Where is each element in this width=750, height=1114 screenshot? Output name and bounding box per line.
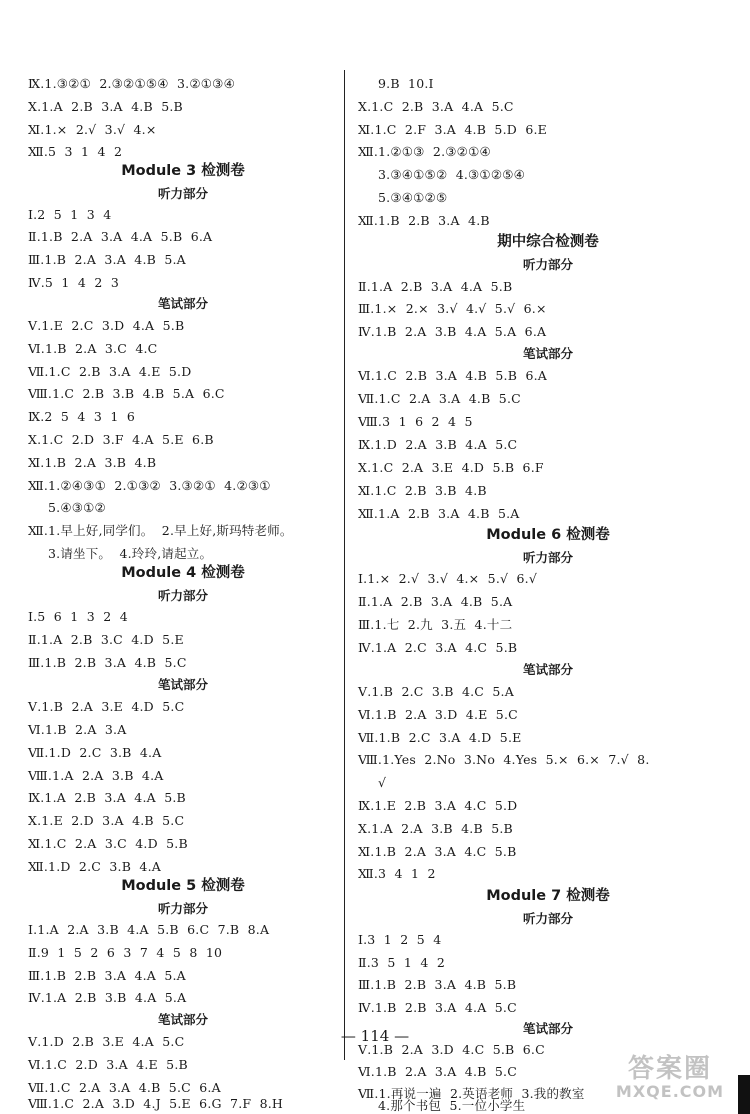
answer-line: Ⅱ.1.B 2.A 3.A 4.A 5.B 6.A — [28, 229, 213, 244]
section-title: Module 6 检测卷 — [486, 527, 610, 543]
watermark-logo — [600, 1048, 740, 1108]
answer-line: 4.那个书包 5.一位小学生 — [378, 1098, 526, 1113]
answer-line: Ⅵ.1.B 2.A 3.C 4.C — [28, 341, 158, 356]
answer-line: Ⅸ.2 5 4 3 1 6 — [28, 409, 136, 424]
answer-line: Ⅰ.5 6 1 3 2 4 — [28, 609, 128, 624]
page-number: — 114 — — [340, 1027, 410, 1045]
answer-line: Ⅶ.1.C 2.B 3.A 4.E 5.D — [28, 364, 192, 379]
answer-line: Ⅷ.1.C 2.B 3.B 4.B 5.A 6.C — [28, 386, 225, 401]
answer-line: Ⅵ.1.C 2.D 3.A 4.E 5.B — [28, 1057, 188, 1072]
answer-line: Ⅵ.1.B 2.A 3.D 4.E 5.C — [358, 707, 518, 722]
answer-line: Ⅴ.1.D 2.B 3.E 4.A 5.C — [28, 1034, 185, 1049]
answer-line: Ⅶ.1.D 2.C 3.B 4.A — [28, 745, 162, 760]
answer-line: Ⅹ.1.C 2.D 3.F 4.A 5.E 6.B — [28, 432, 214, 447]
section-subtitle: 笔试部分 — [157, 296, 208, 311]
answer-line: Ⅲ.1.B 2.B 3.A 4.B 5.B — [358, 977, 517, 992]
answer-line: Ⅳ.1.B 2.B 3.A 4.A 5.C — [358, 1000, 517, 1015]
answer-line: Ⅱ.1.A 2.B 3.A 4.A 5.B — [358, 279, 513, 294]
answer-line: Ⅵ.1.C 2.B 3.A 4.B 5.B 6.A — [358, 368, 548, 383]
answer-line: Ⅷ.1.C 2.A 3.D 4.J 5.E 6.G 7.F 8.H — [28, 1096, 284, 1111]
answer-line: Ⅱ.1.A 2.B 3.C 4.D 5.E — [28, 632, 184, 647]
answer-line: Ⅹ.1.A 2.B 3.A 4.B 5.B — [28, 99, 183, 114]
answer-line: Ⅴ.1.B 2.A 3.D 4.C 5.B 6.C — [358, 1042, 545, 1057]
section-subtitle: 笔试部分 — [522, 1021, 573, 1036]
answer-line: 5.④③①② — [48, 500, 106, 515]
answer-line: Ⅺ.1.B 2.A 3.B 4.B — [28, 455, 157, 470]
answer-line: Ⅲ.1.B 2.B 3.A 4.B 5.C — [28, 655, 187, 670]
answer-line: Ⅷ.1.Yes 2.No 3.No 4.Yes 5.× 6.× 7.√ 8. — [358, 752, 650, 767]
answer-line: Ⅻ.1.B 2.B 3.A 4.B — [358, 213, 490, 228]
answer-line: Ⅹ.1.E 2.D 3.A 4.B 5.C — [28, 813, 185, 828]
answer-line: Ⅸ.1.③②① 2.③②①⑤④ 3.②①③④ — [28, 76, 235, 91]
answer-line: Ⅻ.5 3 1 4 2 — [28, 144, 123, 159]
answer-line: Ⅳ.1.A 2.C 3.A 4.C 5.B — [358, 640, 518, 655]
answer-line: Ⅹ.1.C 2.B 3.A 4.A 5.C — [358, 99, 514, 114]
section-subtitle: 笔试部分 — [157, 1012, 208, 1027]
answer-line: Ⅷ.3 1 6 2 4 5 — [358, 414, 473, 429]
section-subtitle: 笔试部分 — [522, 662, 573, 677]
answer-line: Ⅴ.1.B 2.A 3.E 4.D 5.C — [28, 699, 185, 714]
answer-line: 9.B 10.I — [378, 76, 434, 91]
section-subtitle: 听力部分 — [157, 588, 208, 603]
section-subtitle: 笔试部分 — [157, 677, 208, 692]
answer-line: Ⅶ.1.C 2.A 3.A 4.B 5.C 6.A — [28, 1080, 221, 1095]
answer-line: Ⅱ.9 1 5 2 6 3 7 4 5 8 10 — [28, 945, 223, 960]
answer-line: Ⅸ.1.D 2.A 3.B 4.A 5.C — [358, 437, 518, 452]
section-subtitle: 听力部分 — [522, 257, 573, 272]
answer-line: Ⅷ.1.A 2.A 3.B 4.A — [28, 768, 164, 783]
answer-line: Ⅸ.1.E 2.B 3.A 4.C 5.D — [358, 798, 518, 813]
section-title: Module 7 检测卷 — [486, 888, 610, 904]
answer-line: Ⅲ.1.B 2.A 3.A 4.B 5.A — [28, 252, 186, 267]
answer-line: Ⅻ.1.②④③① 2.①③② 3.③②① 4.②③① — [28, 478, 271, 493]
answer-line: Ⅲ.1.× 2.× 3.√ 4.√ 5.√ 6.× — [358, 301, 547, 316]
answer-line: Ⅶ.1.再说一遍 2.英语老师 3.我的教室 — [358, 1086, 585, 1101]
answer-line: 5.③④①②⑤ — [378, 190, 448, 205]
answer-line: Ⅴ.1.E 2.C 3.D 4.A 5.B — [28, 318, 185, 333]
answer-line: 3.请坐下。 4.玲玲,请起立。 — [48, 546, 213, 561]
answer-line: Ⅻ.1.②①③ 2.③②①④ — [358, 144, 491, 159]
answer-line: √ — [378, 775, 387, 790]
answer-line: Ⅹ.1.C 2.A 3.E 4.D 5.B 6.F — [358, 460, 544, 475]
answer-line: Ⅺ.1.C 2.B 3.B 4.B — [358, 483, 487, 498]
answer-line: Ⅺ.1.× 2.√ 3.√ 4.× — [28, 122, 157, 137]
answer-line: Ⅺ.1.B 2.A 3.A 4.C 5.B — [358, 844, 517, 859]
answer-line: Ⅵ.1.B 2.A 3.A 4.B 5.C — [358, 1064, 517, 1079]
answer-line: Ⅵ.1.B 2.A 3.A — [28, 722, 127, 737]
answer-line: Ⅴ.1.B 2.C 3.B 4.C 5.A — [358, 684, 514, 699]
section-title: Module 3 检测卷 — [121, 163, 245, 179]
answer-line: Ⅻ.1.早上好,同学们。 2.早上好,斯玛特老师。 — [28, 523, 293, 538]
answer-line: Ⅱ.1.A 2.B 3.A 4.B 5.A — [358, 594, 513, 609]
column-divider — [344, 70, 345, 1060]
section-subtitle: 听力部分 — [157, 186, 208, 201]
section-title: Module 5 检测卷 — [121, 878, 245, 894]
answer-line: Ⅳ.1.B 2.A 3.B 4.A 5.A 6.A — [358, 324, 547, 339]
answer-line: Ⅳ.1.A 2.B 3.B 4.A 5.A — [28, 990, 187, 1005]
answer-line: Ⅱ.3 5 1 4 2 — [358, 955, 446, 970]
answer-line: Ⅶ.1.B 2.C 3.A 4.D 5.E — [358, 730, 522, 745]
answer-line: 3.③④①⑤② 4.③①②⑤④ — [378, 167, 526, 182]
watermark-text: 答案圈 — [627, 1054, 712, 1084]
section-title: Module 4 检测卷 — [121, 565, 245, 581]
watermark-url: MXQE.COM — [615, 1082, 725, 1101]
answer-line: Ⅺ.1.C 2.A 3.C 4.D 5.B — [28, 836, 188, 851]
section-title: 期中综合检测卷 — [497, 234, 599, 250]
answer-line: Ⅲ.1.B 2.B 3.A 4.A 5.A — [28, 968, 186, 983]
answer-line: Ⅰ.3 1 2 5 4 — [358, 932, 442, 947]
answer-line: Ⅰ.1.× 2.√ 3.√ 4.× 5.√ 6.√ — [358, 571, 538, 586]
section-subtitle: 听力部分 — [522, 550, 573, 565]
answer-line: Ⅰ.1.A 2.A 3.B 4.A 5.B 6.C 7.B 8.A — [28, 922, 270, 937]
section-subtitle: 听力部分 — [522, 911, 573, 926]
answer-line: Ⅸ.1.A 2.B 3.A 4.A 5.B — [28, 790, 186, 805]
answer-line: Ⅳ.5 1 4 2 3 — [28, 275, 120, 290]
answer-line: Ⅺ.1.C 2.F 3.A 4.B 5.D 6.E — [358, 122, 547, 137]
page-edge-shadow — [738, 1075, 750, 1114]
section-subtitle: 听力部分 — [157, 901, 208, 916]
answer-line: Ⅹ.1.A 2.A 3.B 4.B 5.B — [358, 821, 513, 836]
answer-line: Ⅻ.1.A 2.B 3.A 4.B 5.A — [358, 506, 520, 521]
answer-line: Ⅻ.3 4 1 2 — [358, 866, 436, 881]
answer-line: Ⅰ.2 5 1 3 4 — [28, 207, 112, 222]
answer-line: Ⅶ.1.C 2.A 3.A 4.B 5.C — [358, 391, 521, 406]
section-subtitle: 笔试部分 — [522, 346, 573, 361]
answer-line: Ⅲ.1.七 2.九 3.五 4.十二 — [358, 617, 513, 632]
answer-line: Ⅻ.1.D 2.C 3.B 4.A — [28, 859, 161, 874]
